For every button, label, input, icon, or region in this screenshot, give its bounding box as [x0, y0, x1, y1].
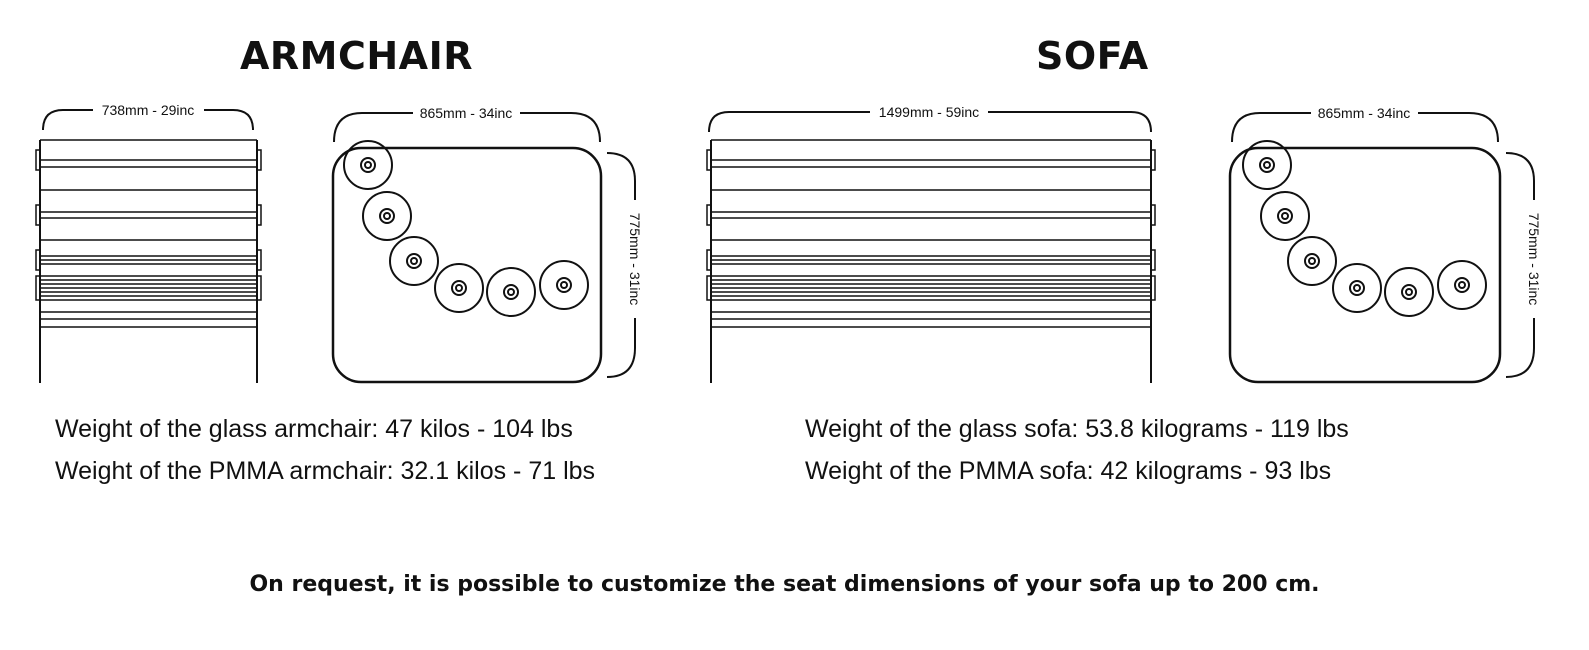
customization-note: On request, it is possible to customize the seat dimensions of your sofa up to 200 cm. — [249, 572, 1320, 597]
armchair-side-depth-label: 865mm - 34inc — [419, 105, 513, 121]
sofa-side-height-label: 775mm - 31inc — [1526, 212, 1542, 306]
armchair-glass-weight: Weight of the glass armchair: 47 kilos - 104 lbs — [55, 415, 573, 443]
sofa-side-view — [1230, 113, 1534, 382]
sofa-weights — [805, 408, 1349, 492]
sofa-pmma-weight: Weight of the PMMA sofa: 42 kilograms - 93 lbs — [805, 457, 1332, 485]
sofa-front-view — [707, 112, 1155, 383]
armchair-front-view — [36, 110, 261, 383]
armchair-side-height-label: 775mm - 31inc — [627, 212, 643, 306]
sofa-title: SOFA — [1036, 34, 1149, 78]
armchair-front-width-label: 738mm - 29inc — [101, 102, 195, 118]
sofa-glass-weight: Weight of the glass sofa: 53.8 kilograms - 119 lbs — [805, 415, 1349, 443]
sofa-front-width-label: 1499mm - 59inc — [878, 104, 980, 120]
sofa-side-depth-label: 865mm - 34inc — [1317, 105, 1411, 121]
armchair-title: ARMCHAIR — [240, 34, 473, 78]
armchair-pmma-weight: Weight of the PMMA armchair: 32.1 kilos - 71 lbs — [55, 457, 596, 485]
armchair-side-view — [333, 113, 635, 382]
armchair-weights — [55, 408, 595, 492]
